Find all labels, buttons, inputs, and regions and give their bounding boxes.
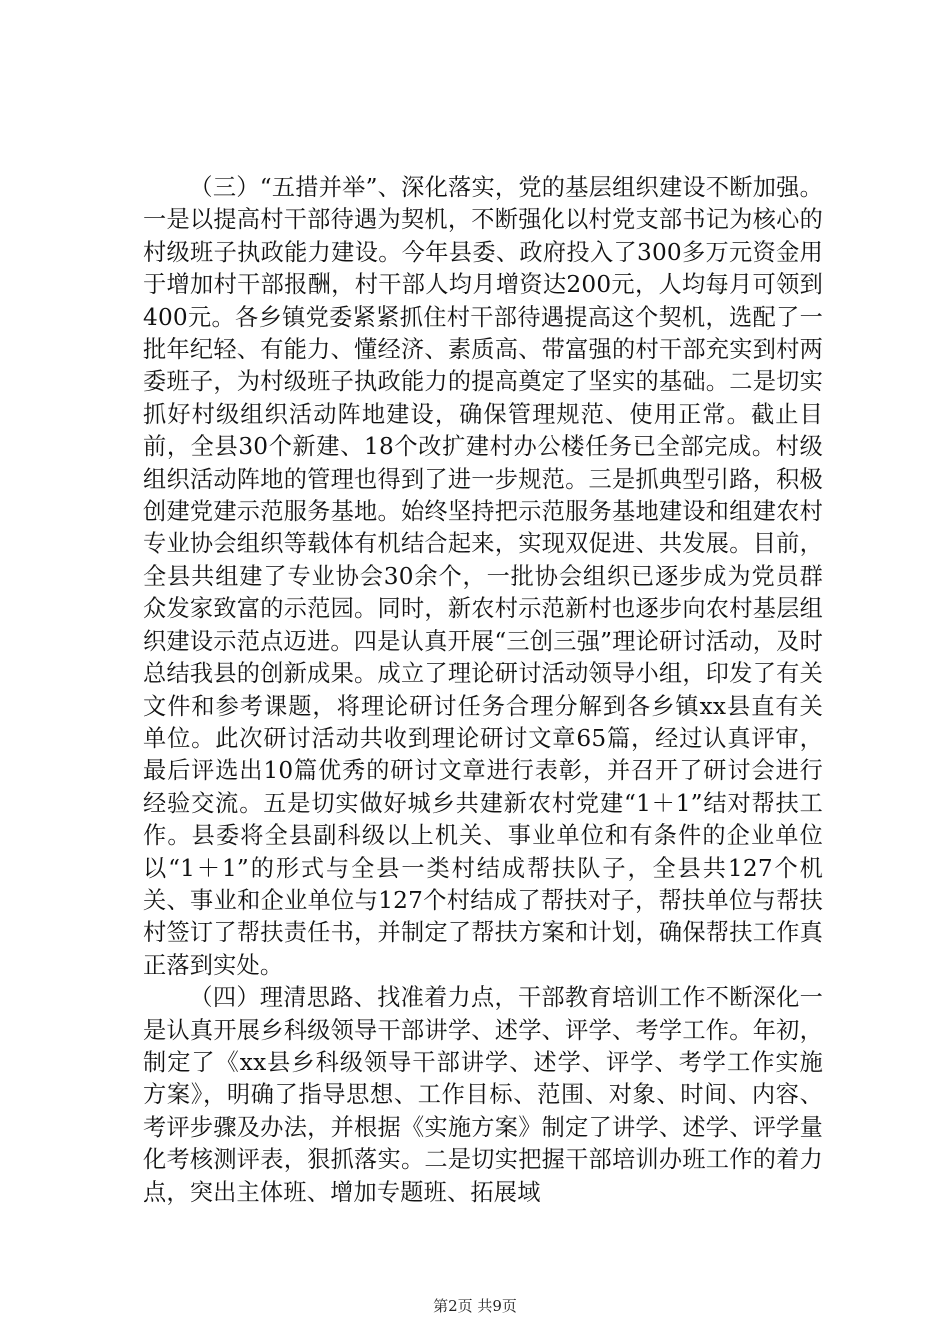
page-number-footer: 第2页 共9页 — [433, 1297, 517, 1315]
paragraph-section-four: （四）理清思路、找准着力点，干部教育培训工作不断深化一是认真开展乡科级领导干部讲学、述学、评学、考学工作。年初，制定了《xx县乡科级领导干部讲学、述学、评学、考学工作实施方案》，明确了指导思想、工作目标、范围、对象、时间、内容、考评步骤及办法，并根据《实施方案》制定了讲学、述学、评学量化考核测评表，狠抓落实。二是切实把握干部培训办班工作的着力点，突出主体班、增加专题班、拓展域 — [143, 984, 823, 1206]
document-body — [143, 172, 823, 1209]
paragraph-section-three: （三）“五措并举”、深化落实，党的基层组织建设不断加强。一是以提高村干部待遇为契机，不断强化以村党支部书记为核心的村级班子执政能力建设。今年县委、政府投入了300多万元资金用于增加村干部报酬，村干部人均月增资达200元，人均每月可领到400元。各乡镇党委紧紧抓住村干部待遇提高这个契机，选配了一批年纪轻、有能力、懂经济、素质高、带富强的村干部充实到村两委班子，为村级班子执政能力的提高奠定了坚实的基础。二是切实抓好村级组织活动阵地建设，确保管理规范、使用正常。截止目前，全县30个新建、18个改扩建村办公楼任务已全部完成。村级组织活动阵地的管理也得到了进一步规范。三是抓典型引路，积极创建党建示范服务基地。始终坚持把示范服务基地建设和组建农村专业协会组织等载体有机结合起来，实现双促进、共发展。目前，全县共组建了专业协会30余个，一批协会组织已逐步成为党员群众发家致富的示范园。同时，新农村示范新村也逐步向农村基层组织建设示范点迈进。四是认真开展“三创三强”理论研讨活动，及时总结我县的创新成果。成立了理论研讨活动领导小组，印发了有关文件和参考课题，将理论研讨任务合理分解到各乡镇xx县直有关单位。此次研讨活动共收到理论研讨文章65篇，经过认真评审，最后评选出10篇优秀的研讨文章进行表彰，并召开了研讨会进行经验交流。五是切实做好城乡共建新农村党建“1＋1”结对帮扶工作。县委将全县副科级以上机关、事业单位和有条件的企业单位以“1＋1”的形式与全县一类村结成帮扶队子，全县共127个机关、事业和企业单位与127个村结成了帮扶对子，帮扶单位与帮扶村签订了帮扶责任书，并制定了帮扶方案和计划，确保帮扶工作真正落到实处。 — [143, 174, 823, 979]
